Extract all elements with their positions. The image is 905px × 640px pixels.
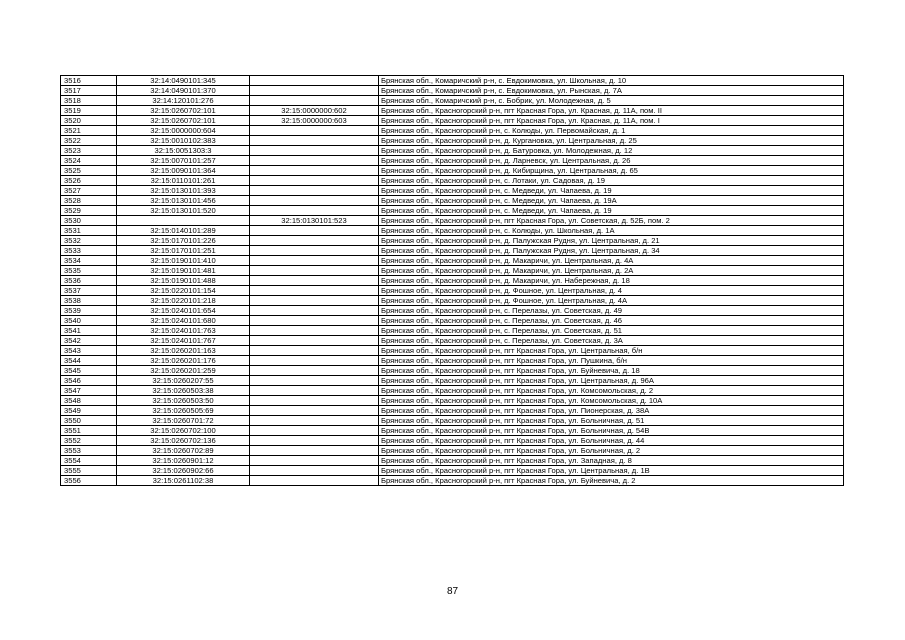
row-number-cell: 3523 [61,146,117,156]
address-cell: Брянская обл., Красногорский р-н, пгт Красная Гора, ул. Красная, д. 11А, пом. II [379,106,844,116]
address-cell: Брянская обл., Красногорский р-н, пгт Красная Гора, ул. Больничная, д. 54В [379,426,844,436]
cadastral-number-cell: 32:15:0240101:763 [117,326,250,336]
table-row [61,456,844,466]
cadastral-number-cell: 32:15:0260201:176 [117,356,250,366]
cadastral-number-cell: 32:15:0260207:55 [117,376,250,386]
address-cell: Брянская обл., Красногорский р-н, пгт Красная Гора, ул. Больничная, д. 51 [379,416,844,426]
cadastral-number-cell: 32:15:0260201:163 [117,346,250,356]
linked-cadastral-number-cell [250,126,379,136]
table-row [61,236,844,246]
table-row [61,266,844,276]
table-row [61,326,844,336]
cadastral-number-cell: 32:15:0051303:3 [117,146,250,156]
linked-cadastral-number-cell [250,236,379,246]
address-cell: Брянская обл., Красногорский р-н, д. Макаричи, ул. Центральная, д. 2А [379,266,844,276]
linked-cadastral-number-cell [250,256,379,266]
linked-cadastral-number-cell [250,336,379,346]
table-row [61,216,844,226]
address-cell: Брянская обл., Красногорский р-н, пгт Красная Гора, ул. Советская, д. 52Б, пом. 2 [379,216,844,226]
row-number-cell: 3517 [61,86,117,96]
table-row [61,476,844,486]
table-row [61,176,844,186]
linked-cadastral-number-cell [250,176,379,186]
address-cell: Брянская обл., Красногорский р-н, с. Перелазы, ул. Советская, д. 51 [379,326,844,336]
table-row [61,246,844,256]
address-cell: Брянская обл., Красногорский р-н, пгт Красная Гора, ул. Западная, д. 8 [379,456,844,466]
address-cell: Брянская обл., Красногорский р-н, пгт Красная Гора, ул. Больничная, д. 2 [379,446,844,456]
row-number-cell: 3538 [61,296,117,306]
cadastral-number-cell: 32:15:0010102:383 [117,136,250,146]
table-row [61,376,844,386]
cadastral-number-cell: 32:15:0240101:654 [117,306,250,316]
row-number-cell: 3556 [61,476,117,486]
row-number-cell: 3542 [61,336,117,346]
linked-cadastral-number-cell [250,426,379,436]
linked-cadastral-number-cell [250,396,379,406]
row-number-cell: 3540 [61,316,117,326]
linked-cadastral-number-cell [250,266,379,276]
address-cell: Брянская обл., Красногорский р-н, д. Палужская Рудня, ул. Центральная, д. 34 [379,246,844,256]
cadastral-number-cell: 32:15:0260702:101 [117,106,250,116]
linked-cadastral-number-cell [250,96,379,106]
address-cell: Брянская обл., Комаричский р-н, с. Бобрик, ул. Молодежная, д. 5 [379,96,844,106]
cadastral-number-cell: 32:15:0130101:393 [117,186,250,196]
address-cell: Брянская обл., Красногорский р-н, с. Медведи, ул. Чапаева, д. 19 [379,186,844,196]
linked-cadastral-number-cell [250,366,379,376]
table-row [61,426,844,436]
linked-cadastral-number-cell [250,386,379,396]
row-number-cell: 3545 [61,366,117,376]
table-row [61,416,844,426]
row-number-cell: 3516 [61,76,117,86]
row-number-cell: 3533 [61,246,117,256]
address-cell: Брянская обл., Красногорский р-н, пгт Красная Гора, ул. Комсомольская, д. 2 [379,386,844,396]
table-row [61,406,844,416]
cadastral-number-cell: 32:15:0070101:257 [117,156,250,166]
table-row [61,196,844,206]
row-number-cell: 3541 [61,326,117,336]
address-cell: Брянская обл., Красногорский р-н, с. Перелазы, ул. Советская, д. 49 [379,306,844,316]
address-cell: Брянская обл., Красногорский р-н, с. Перелазы, ул. Советская, д. 3А [379,336,844,346]
cadastral-number-cell: 32:15:0170101:251 [117,246,250,256]
row-number-cell: 3534 [61,256,117,266]
row-number-cell: 3549 [61,406,117,416]
address-cell: Брянская обл., Комаричский р-н, с. Евдокимовка, ул. Рынская, д. 7А [379,86,844,96]
table-row [61,256,844,266]
cadastral-number-cell: 32:15:0260901:12 [117,456,250,466]
row-number-cell: 3528 [61,196,117,206]
linked-cadastral-number-cell [250,136,379,146]
row-number-cell: 3535 [61,266,117,276]
linked-cadastral-number-cell [250,316,379,326]
row-number-cell: 3522 [61,136,117,146]
row-number-cell: 3550 [61,416,117,426]
table-row [61,96,844,106]
linked-cadastral-number-cell [250,306,379,316]
table-row [61,356,844,366]
table-row [61,396,844,406]
table-row [61,126,844,136]
table-row [61,146,844,156]
cadastral-number-cell: 32:15:0260701:72 [117,416,250,426]
linked-cadastral-number-cell [250,466,379,476]
address-cell: Брянская обл., Красногорский р-н, с. Медведи, ул. Чапаева, д. 19А [379,196,844,206]
table-row [61,166,844,176]
cadastral-number-cell: 32:15:0140101:289 [117,226,250,236]
cadastral-number-cell: 32:15:0261102:38 [117,476,250,486]
row-number-cell: 3524 [61,156,117,166]
row-number-cell: 3543 [61,346,117,356]
cadastral-number-cell: 32:15:0260702:136 [117,436,250,446]
linked-cadastral-number-cell [250,206,379,216]
table-row [61,296,844,306]
linked-cadastral-number-cell [250,166,379,176]
address-cell: Брянская обл., Красногорский р-н, д. Фошное, ул. Центральная, д. 4 [379,286,844,296]
page-number: 87 [446,586,459,597]
cadastral-number-cell: 32:15:0220101:218 [117,296,250,306]
row-number-cell: 3536 [61,276,117,286]
address-cell: Брянская обл., Красногорский р-н, д. Макаричи, ул. Центральная, д. 4А [379,256,844,266]
row-number-cell: 3554 [61,456,117,466]
linked-cadastral-number-cell [250,156,379,166]
address-cell: Брянская обл., Красногорский р-н, д. Макаричи, ул. Набережная, д. 18 [379,276,844,286]
address-cell: Брянская обл., Красногорский р-н, с. Перелазы, ул. Советская, д. 46 [379,316,844,326]
linked-cadastral-number-cell [250,456,379,466]
linked-cadastral-number-cell [250,86,379,96]
cadastral-number-cell: 32:15:0190101:410 [117,256,250,266]
linked-cadastral-number-cell [250,286,379,296]
table-row [61,116,844,126]
cadastral-number-cell: 32:14:0490101:370 [117,86,250,96]
table-row [61,306,844,316]
address-cell: Брянская обл., Красногорский р-н, пгт Красная Гора, ул. Комсомольская, д. 10А [379,396,844,406]
cadastral-number-cell: 32:15:0190101:481 [117,266,250,276]
cadastral-number-cell: 32:15:0260201:259 [117,366,250,376]
row-number-cell: 3532 [61,236,117,246]
cadastral-number-cell: 32:15:0130101:520 [117,206,250,216]
address-cell: Брянская обл., Красногорский р-н, пгт Красная Гора, ул. Пионерская, д. 38А [379,406,844,416]
cadastral-number-cell: 32:15:0260503:50 [117,396,250,406]
row-number-cell: 3527 [61,186,117,196]
registry-table-body [61,76,844,486]
row-number-cell: 3520 [61,116,117,126]
linked-cadastral-number-cell [250,296,379,306]
linked-cadastral-number-cell [250,276,379,286]
row-number-cell: 3551 [61,426,117,436]
table-row [61,206,844,216]
address-cell: Брянская обл., Красногорский р-н, с. Колюды, ул. Школьная, д. 1А [379,226,844,236]
cadastral-number-cell: 32:15:0130101:456 [117,196,250,206]
address-cell: Брянская обл., Красногорский р-н, д. Фошное, ул. Центральная, д. 4А [379,296,844,306]
address-cell: Брянская обл., Красногорский р-н, пгт Красная Гора, ул. Пушкина, б/н [379,356,844,366]
cadastral-number-cell: 32:15:0260505:69 [117,406,250,416]
linked-cadastral-number-cell [250,376,379,386]
linked-cadastral-number-cell [250,326,379,336]
row-number-cell: 3519 [61,106,117,116]
linked-cadastral-number-cell [250,356,379,366]
row-number-cell: 3525 [61,166,117,176]
table-row [61,466,844,476]
address-cell: Брянская обл., Красногорский р-н, пгт Красная Гора, ул. Буйневича, д. 18 [379,366,844,376]
row-number-cell: 3521 [61,126,117,136]
cadastral-number-cell: 32:15:0260702:89 [117,446,250,456]
table-row [61,366,844,376]
linked-cadastral-number-cell [250,186,379,196]
row-number-cell: 3548 [61,396,117,406]
row-number-cell: 3546 [61,376,117,386]
table-row [61,286,844,296]
table-row [61,186,844,196]
address-cell: Брянская обл., Красногорский р-н, пгт Красная Гора, ул. Больничная, д. 44 [379,436,844,446]
registry-table [60,75,844,486]
address-cell: Брянская обл., Красногорский р-н, пгт Красная Гора, ул. Центральная, б/н [379,346,844,356]
table-row [61,346,844,356]
row-number-cell: 3552 [61,436,117,446]
address-cell: Брянская обл., Красногорский р-н, д. Кургановка, ул. Центральная, д. 25 [379,136,844,146]
table-row [61,156,844,166]
table-row [61,336,844,346]
cadastral-number-cell: 32:15:0220101:154 [117,286,250,296]
row-number-cell: 3531 [61,226,117,236]
row-number-cell: 3555 [61,466,117,476]
address-cell: Брянская обл., Красногорский р-н, с. Лотаки, ул. Садовая, д. 19 [379,176,844,186]
table-row [61,106,844,116]
linked-cadastral-number-cell: 32:15:0000000:602 [250,106,379,116]
linked-cadastral-number-cell [250,346,379,356]
address-cell: Брянская обл., Красногорский р-н, д. Кибирщина, ул. Центральная, д. 65 [379,166,844,176]
table-row [61,276,844,286]
address-cell: Брянская обл., Красногорский р-н, д. Палужская Рудня, ул. Центральная, д. 21 [379,236,844,246]
linked-cadastral-number-cell [250,226,379,236]
row-number-cell: 3529 [61,206,117,216]
cadastral-number-cell: 32:15:0090101:364 [117,166,250,176]
linked-cadastral-number-cell [250,196,379,206]
cadastral-number-cell: 32:15:0260902:66 [117,466,250,476]
cadastral-number-cell: 32:15:0260503:38 [117,386,250,396]
cadastral-number-cell: 32:15:0190101:488 [117,276,250,286]
row-number-cell: 3544 [61,356,117,366]
address-cell: Брянская обл., Красногорский р-н, д. Батуровка, ул. Молодежная, д. 12 [379,146,844,156]
row-number-cell: 3518 [61,96,117,106]
linked-cadastral-number-cell: 32:15:0130101:523 [250,216,379,226]
address-cell: Брянская обл., Красногорский р-н, д. Ларневск, ул. Центральная, д. 26 [379,156,844,166]
table-row [61,86,844,96]
linked-cadastral-number-cell [250,446,379,456]
cadastral-number-cell: 32:15:0000000:604 [117,126,250,136]
linked-cadastral-number-cell [250,146,379,156]
table-row [61,446,844,456]
linked-cadastral-number-cell [250,406,379,416]
cadastral-number-cell: 32:15:0240101:680 [117,316,250,326]
address-cell: Брянская обл., Красногорский р-н, с. Медведи, ул. Чапаева, д. 19 [379,206,844,216]
table-row [61,316,844,326]
linked-cadastral-number-cell [250,476,379,486]
table-row [61,136,844,146]
address-cell: Брянская обл., Красногорский р-н, с. Колюды, ул. Первомайская, д. 1 [379,126,844,136]
row-number-cell: 3547 [61,386,117,396]
row-number-cell: 3553 [61,446,117,456]
cadastral-number-cell: 32:14:0490101:345 [117,76,250,86]
table-row [61,76,844,86]
address-cell: Брянская обл., Красногорский р-н, пгт Красная Гора, ул. Центральная, д. 1В [379,466,844,476]
address-cell: Брянская обл., Комаричский р-н, с. Евдокимовка, ул. Школьная, д. 10 [379,76,844,86]
row-number-cell: 3530 [61,216,117,226]
cadastral-number-cell: 32:15:0260702:100 [117,426,250,436]
row-number-cell: 3526 [61,176,117,186]
cadastral-number-cell: 32:15:0240101:767 [117,336,250,346]
address-cell: Брянская обл., Красногорский р-н, пгт Красная Гора, ул. Буйневича, д. 2 [379,476,844,486]
cadastral-number-cell: 32:15:0260702:101 [117,116,250,126]
address-cell: Брянская обл., Красногорский р-н, пгт Красная Гора, ул. Центральная, д. 96А [379,376,844,386]
table-row [61,436,844,446]
table-row [61,226,844,236]
row-number-cell: 3539 [61,306,117,316]
linked-cadastral-number-cell [250,76,379,86]
cadastral-number-cell: 32:15:0110101:261 [117,176,250,186]
cadastral-number-cell [117,216,250,226]
row-number-cell: 3537 [61,286,117,296]
cadastral-number-cell: 32:15:0170101:226 [117,236,250,246]
table-row [61,386,844,396]
linked-cadastral-number-cell: 32:15:0000000:603 [250,116,379,126]
linked-cadastral-number-cell [250,436,379,446]
linked-cadastral-number-cell [250,246,379,256]
linked-cadastral-number-cell [250,416,379,426]
address-cell: Брянская обл., Красногорский р-н, пгт Красная Гора, ул. Красная, д. 11А, пом. I [379,116,844,126]
cadastral-number-cell: 32:14:120101:276 [117,96,250,106]
